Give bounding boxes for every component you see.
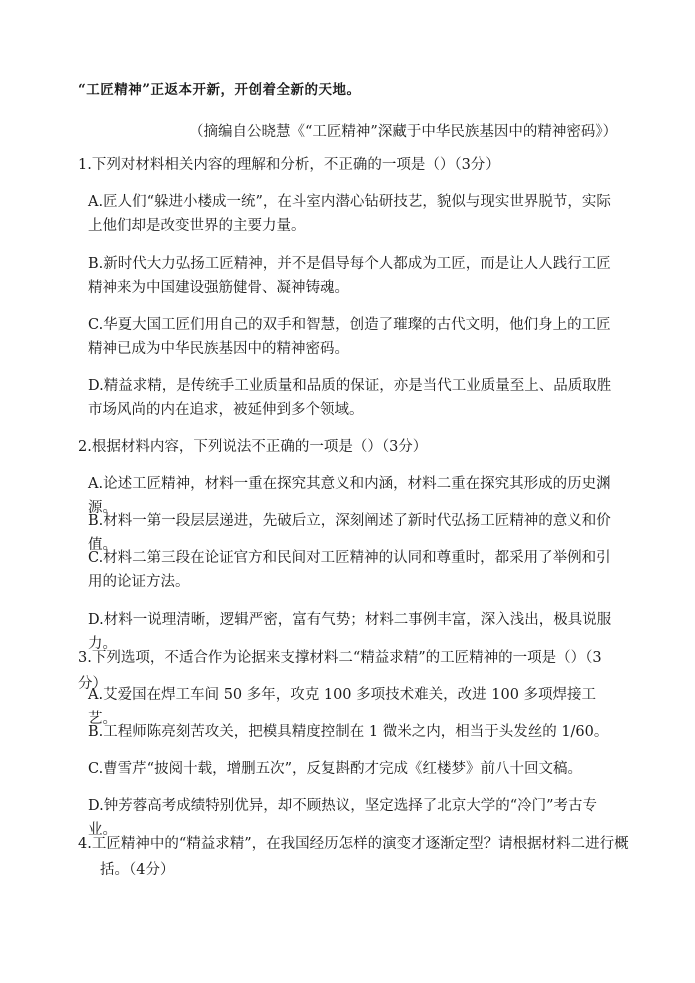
- question-1-option-b: B.新时代大力弘扬工匠精神，并不是倡导每个人都成为工匠，而是让人人践行工匠精神来为中国建设强筋健骨、凝神铸魂。: [88, 256, 611, 296]
- question-4-stem: 4.工匠精神中的“精益求精”，在我国经历怎样的演变才逐渐定型？请根据材料二进行概括。（4分）: [78, 836, 629, 878]
- question-3-option-b: B.工程师陈亮刻苦攻关，把模具精度控制在 1 微米之内，相当于头发丝的 1/60。: [88, 724, 609, 740]
- question-2-option-d: D.材料一说理清晰，逻辑严密，富有气势；材料二事例丰富，深入浅出，极具说服力。: [88, 612, 612, 652]
- intro-line: “工匠精神”正返本开新，开创着全新的天地。: [78, 82, 361, 98]
- question-1-stem: 1.下列对材料相关内容的理解和分析，不正确的一项是（）（3分）: [78, 157, 500, 173]
- question-1-option-d: D.精益求精，是传统手工业质量和品质的保证，亦是当代工业质量至上、品质取胜市场风尚的内在追求，被延伸到多个领域。: [88, 378, 612, 418]
- question-3-stem: 3.下列选项，不适合作为论据来支撑材料二“精益求精”的工匠精神的一项是（）（3分）: [78, 650, 602, 692]
- question-3-option-a: A.艾爱国在焊工车间 50 多年，攻克 100 多项技术难关，改进 100 多项焊接工艺。: [88, 687, 597, 727]
- question-2-stem: 2.根据材料内容，下列说法不正确的一项是（）（3分）: [78, 439, 428, 455]
- question-3-option-c: C.曹雪芹“披阅十载，增删五次”，反复斟酌才完成《红楼梦》前八十回文稿。: [88, 761, 583, 777]
- source-citation: （摘编自公晓慧《“工匠精神”深藏于中华民族基因中的精神密码》）: [189, 124, 618, 140]
- question-1-option-a: A.匠人们“躲进小楼成一统”，在斗室内潜心钻研技艺，貌似与现实世界脱节，实际上他们却是改变世界的主要力量。: [88, 194, 611, 234]
- question-1-option-c: C.华夏大国工匠们用自己的双手和智慧，创造了璀璨的古代文明，他们身上的工匠精神已成为中华民族基因中的精神密码。: [88, 317, 611, 357]
- question-3-option-d: D.钟芳蓉高考成绩特别优异，却不顾热议，坚定选择了北京大学的“冷门”考古专业。: [88, 798, 598, 838]
- question-2-option-a: A.论述工匠精神，材料一重在探究其意义和内涵，材料二重在探究其形成的历史渊源。: [88, 476, 611, 516]
- question-2-option-b: B.材料一第一段层层递进，先破后立，深刻阐述了新时代弘扬工匠精神的意义和价值。: [88, 513, 611, 553]
- question-2-option-c: C.材料二第三段在论证官方和民间对工匠精神的认同和尊重时，都采用了举例和引用的论证方法。: [88, 550, 611, 590]
